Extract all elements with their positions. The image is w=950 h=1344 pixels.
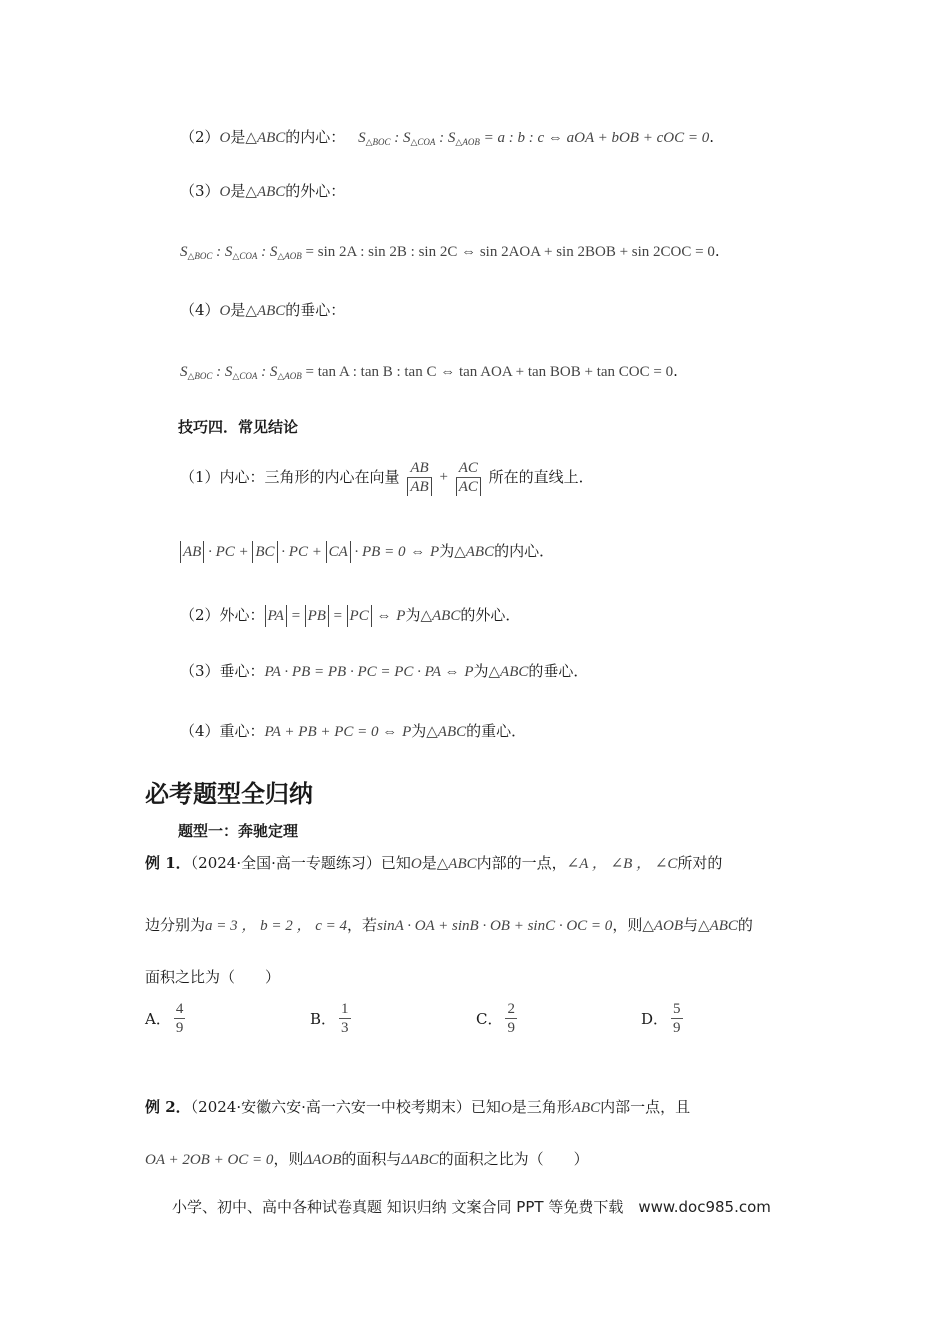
- incenter-vector-line: （1）内心：三角形的内心在向量 $\frac{AB}{AB}$ + $\frac{AC}{AC}$ 所在的直线上．: [180, 459, 594, 495]
- incenter-formula: a : b : c ⇔ aOA + bOB + cOC = 0: [497, 130, 710, 146]
- incenter-condition: AB · PC + BC · PC + CA · PB = 0 ⇔ P为△ABC的内心．: [180, 540, 554, 563]
- example-2-line1: 例 2．（2024·安徽六安·高一六安一中校考期末）已知O是三角形ABC内部一点，且: [145, 1098, 691, 1116]
- section-heading: 必考题型全归纳: [145, 780, 313, 808]
- fraction-ab: $\frac{AB}{AB}$: [407, 459, 431, 496]
- option-d[interactable]: D． $\frac{5}{9}$: [641, 1001, 681, 1036]
- example-1-line3: 面积之比为（ ）: [145, 968, 281, 986]
- question-type-title: 题型一：奔驰定理: [178, 822, 299, 840]
- option-b[interactable]: B． $\frac{1}{3}$: [310, 1001, 349, 1036]
- example-1-line2: 边分别为a = 3 ， b = 2 ， c = 4，若sinA · OA + sinB · OB + sinC · OC = 0，则△AOB与△ABC的: [145, 916, 753, 934]
- rule-circumcenter: （3）O是△ABC的外心：: [180, 182, 346, 200]
- orthocenter-formula-line: $S_{\triangle BOC}$ : $S_{\triangle COA}$ : $S_{\triangle AOB} = \tan A$ : tan B : tan C ⇔ tan AOA + tan BOB + tan COC = 0.: [180, 362, 678, 381]
- rule-incenter: （2）O是△ABC的内心： $S_{\triangle BOC}$ : $S_{\triangle COA}$ : $S_{\triangle AOB} = a$ : b : c ⇔ aOA + bOB + cOC = 0.: [180, 128, 714, 147]
- circumcenter-formula: = sin 2A : sin 2B : sin 2C ⇔ sin 2AOA + sin 2BOB + sin 2COC = 0: [305, 244, 715, 260]
- orthocenter-formula: = tan A : tan B : tan C ⇔ tan AOA + tan BOB + tan COC = 0: [305, 364, 674, 380]
- section-title: 技巧四．常见结论: [178, 418, 299, 436]
- footer-text: 小学、初中、高中各种试卷真题 知识归纳 文案合同 PPT 等免费下载 www.doc985.com: [172, 1198, 771, 1216]
- option-a[interactable]: A． $\frac{4}{9}$: [145, 1001, 184, 1036]
- circumcenter-formula-line: $S_{\triangle BOC}$ : $S_{\triangle COA}$ : $S_{\triangle AOB} = \sin 2A$ : sin 2B : sin 2C ⇔ sin 2AOA + sin 2BOB + sin 2COC = 0.: [180, 242, 720, 261]
- rule-orthocenter: （4）O是△ABC的垂心：: [180, 301, 346, 319]
- area-ratio: $S_{\triangle BOC}$ : $S_{\triangle COA}$ : $S_{\triangle AOB}$ =: [358, 130, 498, 147]
- example-1-line1: 例 1．（2024·全国·高一专题练习）已知O是△ABC内部的一点，∠A ， ∠B ， ∠C所对的: [145, 854, 723, 872]
- circumcenter-condition: （2）外心： PA = PB = PC ⇔ P为△ABC的外心．: [180, 604, 520, 627]
- orthocenter-condition: （3）垂心：PA · PB = PB · PC = PC · PA ⇔ P为△ABC的垂心．: [180, 662, 589, 680]
- option-c[interactable]: C． $\frac{2}{9}$: [476, 1001, 515, 1036]
- fraction-ac: $\frac{AC}{AC}$: [456, 459, 481, 496]
- centroid-condition: （4）重心：PA + PB + PC = 0 ⇔ P为△ABC的重心．: [180, 722, 527, 740]
- example-2-line2: OA + 2OB + OC = 0，则ΔAOB的面积与ΔABC的面积之比为（ ）: [145, 1150, 589, 1168]
